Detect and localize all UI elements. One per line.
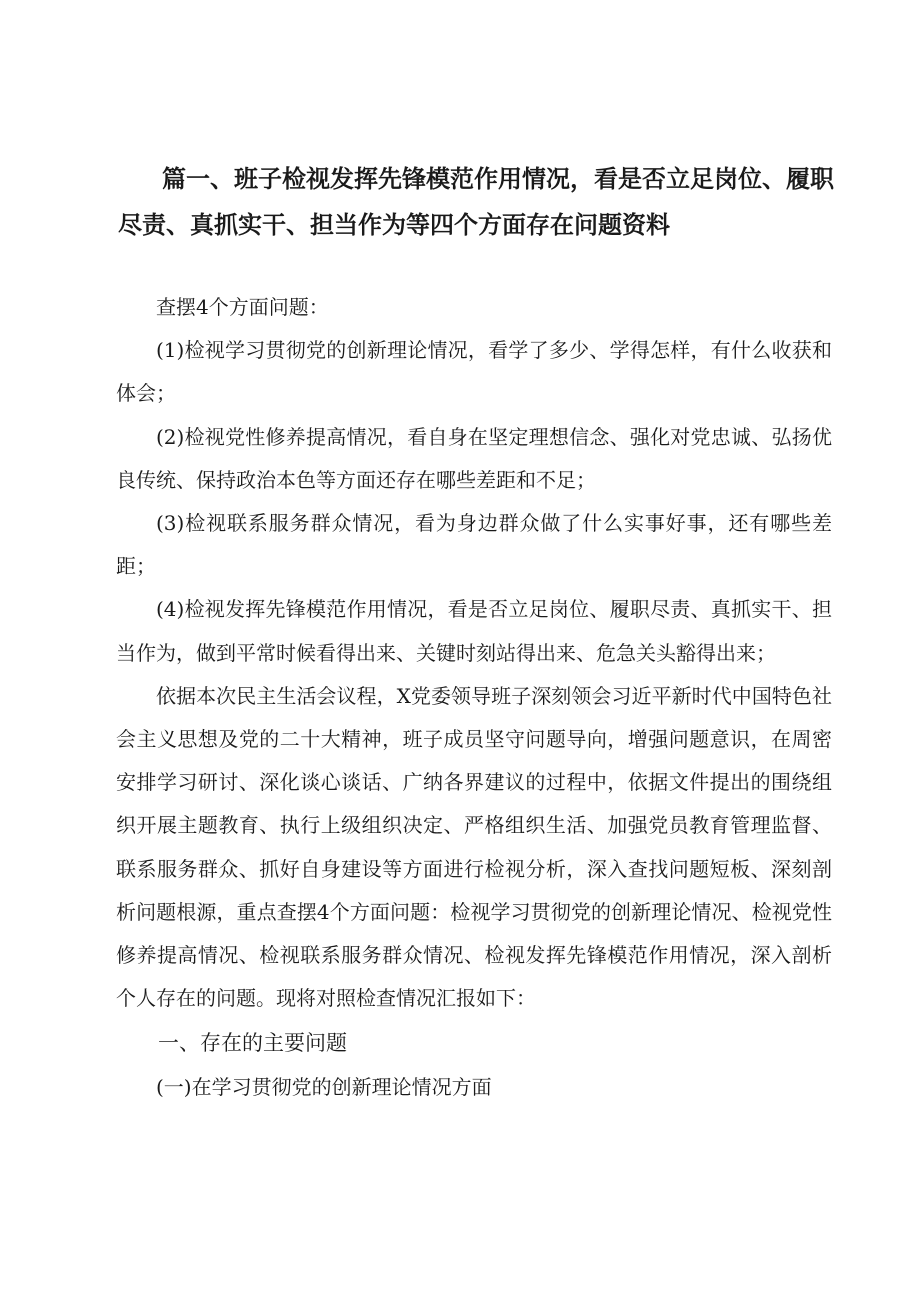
subsection-heading: (一)在学习贯彻党的创新理论情况方面 [156,1075,492,1100]
paragraph-item-2: (2)检视党性修养提高情况，看自身在坚定理想信念、强化对党忠诚、弘扬优良传统、保持政治本色等方面还存在哪些差距和不足； [116,424,832,492]
paragraph-intro: 查摆4个方面问题： [156,295,329,319]
document-body [116,286,832,1110]
paragraph-item-4: (4)检视发挥先锋模范作用情况，看是否立足岗位、履职尽责、真抓实干、担当作为，做到平常时候看得出来、关键时刻站得出来、危急关头豁得出来； [116,597,832,665]
document-title: 篇一、班子检视发挥先锋模范作用情况，看是否立足岗位、履职尽责、真抓实干、担当作为等四个方面存在问题资料 [118,165,834,239]
paragraph-item-1: (1)检视学习贯彻党的创新理论情况，看学了多少、学得怎样，有什么收获和体会； [116,338,832,406]
paragraph-item-3: (3)检视联系服务群众情况，看为身边群众做了什么实事好事，还有哪些差距； [116,511,832,579]
section-heading: 一、存在的主要问题 [158,1031,347,1056]
paragraph-summary: 依据本次民主生活会议程，X党委领导班子深刻领会习近平新时代中国特色社会主义思想及党的二十大精神，班子成员坚守问题导向，增强问题意识，在周密安排学习研讨、深化谈心谈话、广纳各界建议的过程中，依据文件提出的围绕组织开展主题教育、执行上级组织决定、严格组织生活、加强党员教育管理监督、联系服务群众、抓好自身建设等方面进行检视分析，深入查找问题短板、深刻剖析问题根源，重点查摆4个方面问题：检视学习贯彻党的创新理论情况、检视党性修养提高情况、检视联系服务群众情况、检视发挥先锋模范作用情况，深入剖析个人存在的问题。现将对照检查情况汇报如下： [116,683,832,1011]
